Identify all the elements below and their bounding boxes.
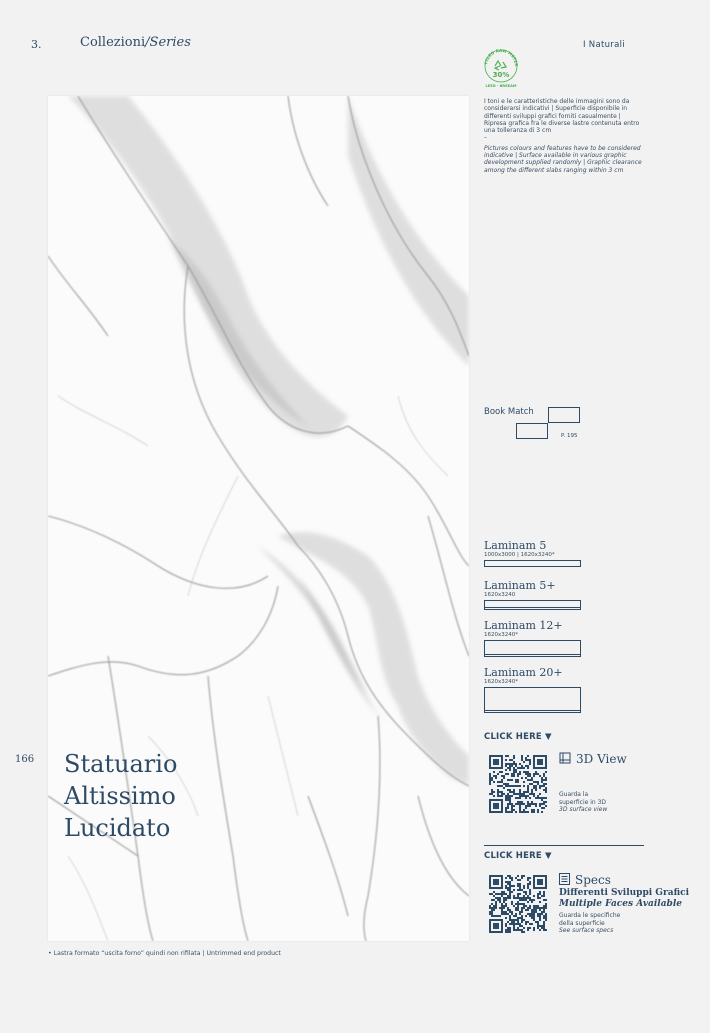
book-match-page-ref: P. 195: [561, 433, 578, 439]
recycle-icon: [495, 61, 506, 70]
category-label: I Naturali: [583, 40, 625, 50]
series-label: Series: [149, 35, 191, 50]
book-match-tile-icon: [516, 423, 548, 439]
3d-desc-it-2: superficie in 3D: [559, 798, 607, 806]
laminam-sizes: 1620x3240*: [484, 632, 518, 638]
specs-label: Specs: [575, 873, 611, 887]
specs-title[interactable]: [559, 873, 611, 888]
document-icon: [559, 873, 570, 888]
click-here-specs-link[interactable]: CLICK HERE ▼: [484, 851, 552, 861]
section-title: [80, 35, 191, 50]
thickness-bar-icon: [484, 640, 581, 657]
disclaimer-italian: I toni e le caratteristiche delle immagini sono da considerarsi indicativi | Superficie disponibile in differenti sviluppi grafici forniti casualmente | Ripresa grafica fra le diverse lastre contenuta entro una tolleranza di 3 cm: [484, 98, 640, 135]
recycled-badge: [481, 46, 521, 92]
laminam-item: [484, 666, 584, 713]
laminam-sizes: 1620x3240: [484, 592, 516, 598]
laminam-item: [484, 539, 584, 567]
specs-description: [559, 912, 620, 935]
badge-percent: 30%: [492, 71, 510, 79]
disclaimer: [484, 98, 644, 174]
collection-label: Collezioni: [80, 35, 146, 50]
page-number: 166: [15, 754, 35, 765]
3d-view-label: 3D View: [576, 752, 627, 766]
qr-code-specs[interactable]: [489, 875, 547, 933]
product-name-line1: Statuario: [64, 750, 178, 778]
specs-desc-en: See surface specs: [559, 927, 614, 934]
divider: [484, 845, 644, 846]
qr-code-3d-view[interactable]: [489, 755, 547, 813]
chapter-number: 3.: [31, 38, 42, 51]
3d-view-description: [559, 791, 607, 814]
specs-subtitle-en: Multiple Faces Available: [559, 898, 682, 909]
specs-desc-it-1: Guarda le specifiche: [559, 912, 621, 919]
specs-subtitle-it: Differenti Sviluppi Grafici: [559, 888, 690, 898]
laminam-sizes: 1000x3000 | 1620x3240*: [484, 552, 555, 558]
laminam-sizes: 1620x3240*: [484, 679, 518, 685]
laminam-name: Laminam 20+: [484, 666, 563, 679]
disclaimer-english: Pictures colours and features have to be considered indicative | Surface available in various graphic development supplied randomly | Graphic clearance among the different slabs ranging within 3 cm: [484, 144, 642, 174]
badge-ring-text: YCLED RAW MATER: [483, 47, 520, 67]
disclaimer-dash: –: [484, 134, 487, 142]
thickness-bar-icon: [484, 687, 581, 713]
thickness-bar-icon: [484, 600, 581, 610]
3d-desc-it-1: Guarda la: [559, 791, 589, 798]
thickness-bar-icon: [484, 560, 581, 567]
badge-caption: LEED - BREEAM: [485, 84, 517, 88]
laminam-item: [484, 579, 584, 610]
product-name: [64, 748, 177, 844]
3d-view-title[interactable]: [559, 752, 627, 767]
footnote: • Lastra formato “uscita forno” quindi non rifilata | Untrimmed end product: [48, 950, 281, 957]
title-separator: /: [145, 35, 150, 50]
product-name-line3: Lucidato: [64, 814, 171, 842]
product-name-line2: Altissimo: [64, 782, 176, 810]
book-match-label: Book Match: [484, 407, 534, 417]
3d-desc-en: 3D surface view: [559, 806, 608, 813]
laminam-name: Laminam 12+: [484, 619, 563, 632]
specs-desc-it-2: della superficie: [559, 919, 605, 927]
click-here-3d-link[interactable]: CLICK HERE ▼: [484, 732, 552, 742]
specs-subtitle: [559, 888, 689, 909]
book-match-tile-icon: [548, 407, 580, 423]
laminam-name: Laminam 5: [484, 539, 547, 552]
book-icon: [559, 752, 571, 767]
laminam-name: Laminam 5+: [484, 579, 556, 592]
laminam-item: [484, 619, 584, 657]
